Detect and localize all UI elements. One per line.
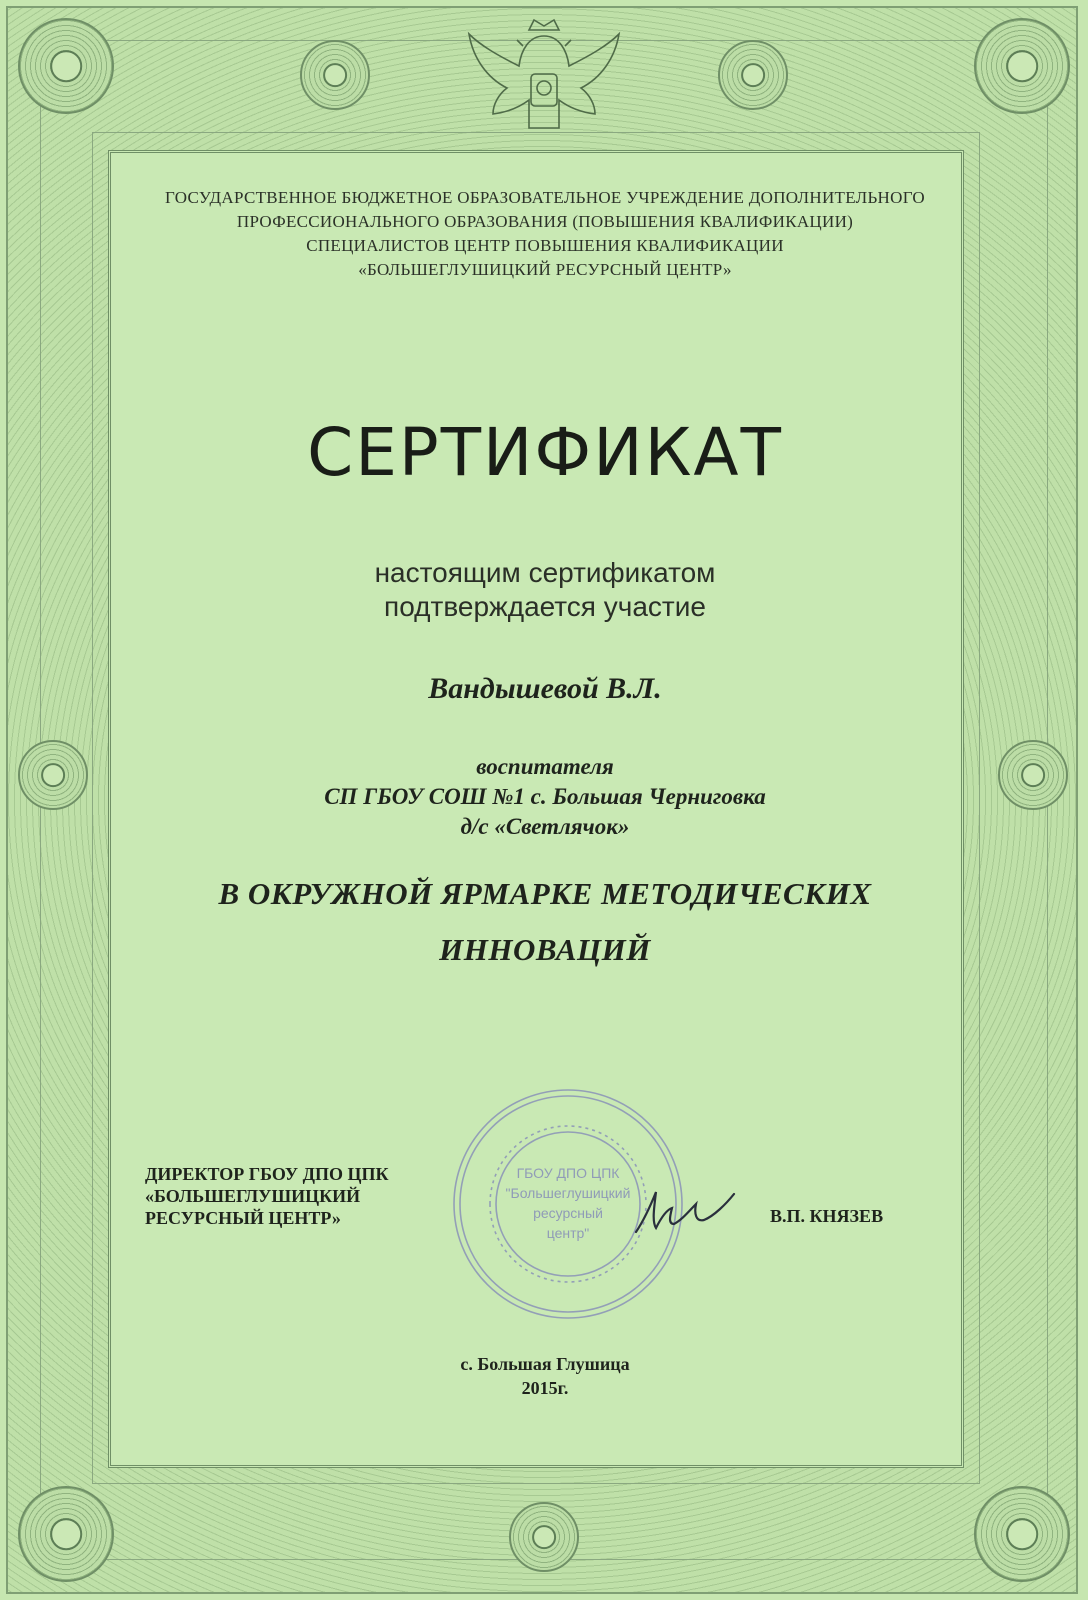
issuer-line: ПРОФЕССИОНАЛЬНОГО ОБРАЗОВАНИЯ (ПОВЫШЕНИЯ КВАЛИФИКАЦИИ) (236, 212, 854, 231)
director-signature-icon (630, 1180, 740, 1240)
recipient-name: Вандышевой В.Л. (428, 672, 662, 705)
event-title (120, 866, 970, 978)
medallion-bottom-center (509, 1502, 579, 1572)
place-line: с. Большая Глушица (460, 1354, 630, 1374)
stamp-text-line: "Большеглушицкий (505, 1185, 631, 1201)
issuer-line: ГОСУДАРСТВЕННОЕ БЮДЖЕТНОЕ ОБРАЗОВАТЕЛЬНОЕ УЧРЕЖДЕНИЕ ДОПОЛНИТЕЛЬНОГО (164, 188, 925, 207)
director-line: ДИРЕКТОР ГБОУ ДПО ЦПК (145, 1164, 389, 1184)
confirmation-line: подтверждается участие (384, 591, 706, 622)
confirmation-line: настоящим сертификатом (374, 557, 716, 588)
corner-medallion-top-right (974, 18, 1070, 114)
director-line: РЕСУРСНЫЙ ЦЕНТР» (145, 1208, 341, 1228)
director-name: В.П. КНЯЗЕВ (770, 1206, 884, 1226)
director-line: «БОЛЬШЕГЛУШИЦКИЙ (145, 1186, 361, 1206)
medallion-top-right-inner (718, 40, 788, 110)
position-line: воспитателя (476, 754, 614, 779)
place-and-year (120, 1352, 970, 1400)
recipient-position (120, 752, 970, 842)
stamp-text-line: центр" (546, 1225, 590, 1241)
event-line: В ОКРУЖНОЙ ЯРМАРКЕ МЕТОДИЧЕСКИХ (218, 876, 872, 911)
side-medallion-right (998, 740, 1068, 810)
confirmation-text (120, 556, 970, 624)
corner-medallion-bottom-left (18, 1486, 114, 1582)
issuer-line: «БОЛЬШЕГЛУШИЦКИЙ РЕСУРСНЫЙ ЦЕНТР» (358, 260, 732, 279)
certificate-title: СЕРТИФИКАТ (307, 414, 783, 491)
issuer-header (120, 186, 970, 282)
institution-line: СП ГБОУ СОШ №1 с. Большая Черниговка (324, 784, 766, 809)
stamp-text-line: ГБОУ ДПО ЦПК (516, 1165, 620, 1181)
corner-medallion-bottom-right (974, 1486, 1070, 1582)
side-medallion-left (18, 740, 88, 810)
corner-medallion-top-left (18, 18, 114, 114)
kindergarten-line: д/с «Светлячок» (460, 814, 630, 839)
issuer-line: СПЕЦИАЛИСТОВ ЦЕНТР ПОВЫШЕНИЯ КВАЛИФИКАЦИИ (306, 236, 784, 255)
coat-of-arms-icon (459, 16, 629, 144)
stamp-text-line: ресурсный (533, 1205, 603, 1221)
year-line: 2015г. (521, 1378, 569, 1398)
medallion-top-left-inner (300, 40, 370, 110)
event-line: ИННОВАЦИЙ (439, 932, 651, 967)
director-title (145, 1163, 465, 1229)
